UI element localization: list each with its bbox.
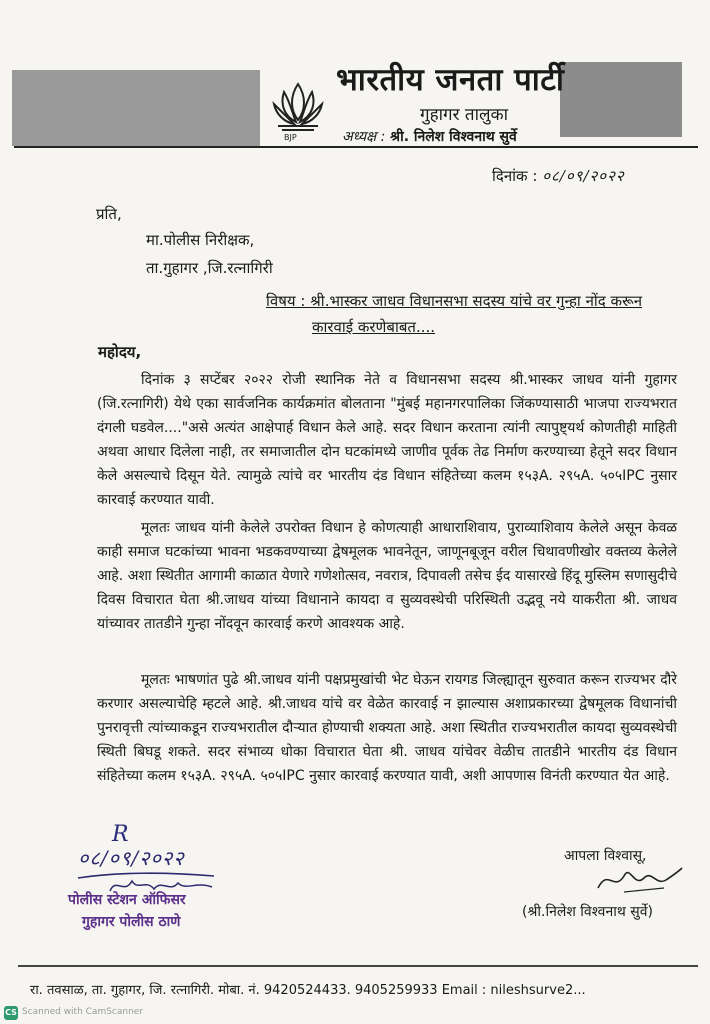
subject-line-2: कारवाई करणेबाबत.... xyxy=(312,318,436,336)
body-paragraph-2 xyxy=(97,516,677,636)
subject-line-1: विषय : श्री.भास्कर जाधव विधानसभा सदस्य यांचे वर गुन्हा नोंद करून xyxy=(266,292,643,310)
redacted-area-right xyxy=(560,62,682,137)
body-paragraph-1 xyxy=(97,368,677,512)
recipient-line-2: ता.गुहागर ,जि.रत्नागिरी xyxy=(146,259,273,277)
paragraph-text: मूलतः भाषणांत पुढे श्री.जाधव यांनी पक्षप्रमुखांची भेट घेऊन रायगड जिल्ह्यातून सुरुवात करून राज्यभर दौरे करणार असल्याचेहि म्हटले आहे. श्री.जाधव यांचे वर वेळेत कारवाई न झाल्यास अशाप्रकारच्या द्वेषमूलक विधानांची पुनरावृत्ती त्यांच्याकडून राज्यभरातील दौऱ्यात होण्याची शक्यता आहे. अशा स्थितीत राज्यभरातील कायदा सुव्यवस्थेची स्थिती बिघडू शकते. सदर संभाव्य धोका विचारात घेता श्री. जाधव यांचेवर वेळीच तातडीने भारतीय दंड विधान संहितेच्या कलम १५३A. २९५A. ५०५IPC नुसार कारवाई करण्यात यावी, अशी आपणास विनंती करण्यात येत आहे. xyxy=(97,672,677,784)
president-label: अध्यक्ष : xyxy=(342,129,386,145)
signature xyxy=(594,858,684,896)
signatory-name: (श्री.निलेश विश्वनाथ सुर्वे) xyxy=(522,904,653,920)
taluka-name: गुहागर तालुका xyxy=(420,105,509,125)
receipt-office: पोलीस स्टेशन ऑफिसर xyxy=(68,892,186,908)
date-label: दिनांक : xyxy=(492,167,538,185)
party-name: भारतीय जनता पार्टी xyxy=(336,62,565,98)
redacted-area-left xyxy=(12,70,260,146)
recipient-to: प्रति, xyxy=(96,205,122,223)
paragraph-text: दिनांक ३ सप्टेंबर २०२२ रोजी स्थानिक नेते व विधानसभा सदस्य श्री.भास्कर जाधव यांनी गुहागर (जि.रत्नागिरी) येथे एका सार्वजनिक कार्यक्रमांत बोलताना "मुंबई महानगरपालिका जिंकण्यासाठी भाजपा राज्यभरात दंगली घडवेल...."असे अत्यंत आक्षेपार्ह विधान केले आहे. सदर विधान करताना त्यांनी त्यापुष्ट्यर्थ कोणतीही माहिती अथवा आधार दिलेला नाही, तर समाजातील दोन घटकांमध्ये जाणीव पूर्वक तेढ निर्माण करण्याच्या हेतूने सदर विधान केले असल्याचे दिसून येते. त्यामुळे त्यांचे वर भारतीय दंड विधान संहितेच्या कलम १५३A. २९५A. ५०५IPC नुसार कारवाई करण्यात यावी. xyxy=(97,372,677,508)
salutation: महोदय, xyxy=(98,343,142,361)
receipt-date: ०८/०९/२०२२ xyxy=(78,846,185,870)
paragraph-text: मूलतः जाधव यांनी केलेले उपरोक्त विधान हे कोणत्याही आधाराशिवाय, पुराव्याशिवाय केलेले असून केवळ काही समाज घटकांच्या भावना भडकवण्याच्या द्वेषमूलक भावनेतून, जाणूनबूजून वरील चिथावणीखोर वक्तव्य केलेले आहे. अशा स्थितीत आगामी काळात येणारे गणेशोत्सव, नवरात्र, दिपावली तसेच ईद यासारखे हिंदू मुस्लिम सणासुदीचे दिवस विचारात घेता श्री.जाधव यांच्या विधानाने कायदा व सुव्यवस्थेची परिस्थिती उद्भवू नये याकरीता श्री. जाधव यांच्यावर तातडीने गुन्हा नोंदवून कारवाई करणे आवश्यक आहे. xyxy=(97,520,677,632)
recipient-line-1: मा.पोलीस निरीक्षक, xyxy=(146,231,255,249)
footer-divider xyxy=(18,965,698,967)
scanner-watermark: Scanned with CamScanner xyxy=(22,1007,144,1017)
letterhead-divider xyxy=(14,146,698,148)
receipt-station: गुहागर पोलीस ठाणे xyxy=(82,914,181,930)
subject xyxy=(266,288,690,340)
camscanner-icon: CS xyxy=(4,1006,18,1020)
body-paragraph-3 xyxy=(97,668,677,788)
closing: आपला विश्वासू, xyxy=(564,848,647,864)
lotus-logo-icon xyxy=(270,76,326,144)
date-value: ०८/०९/२०२२ xyxy=(542,167,625,185)
receipt-initial: R xyxy=(112,822,129,847)
footer-address: रा. तवसाळ, ता. गुहागर, जि. रत्नागिरी. मोबा. नं. 9420524433. 9405259933 Email : nileshsurve2... xyxy=(30,983,586,998)
president-name: श्री. निलेश विश्वनाथ सुर्वे xyxy=(390,129,517,145)
svg-text:BJP: BJP xyxy=(284,133,297,142)
president-line xyxy=(342,127,517,146)
date-row xyxy=(492,166,625,186)
